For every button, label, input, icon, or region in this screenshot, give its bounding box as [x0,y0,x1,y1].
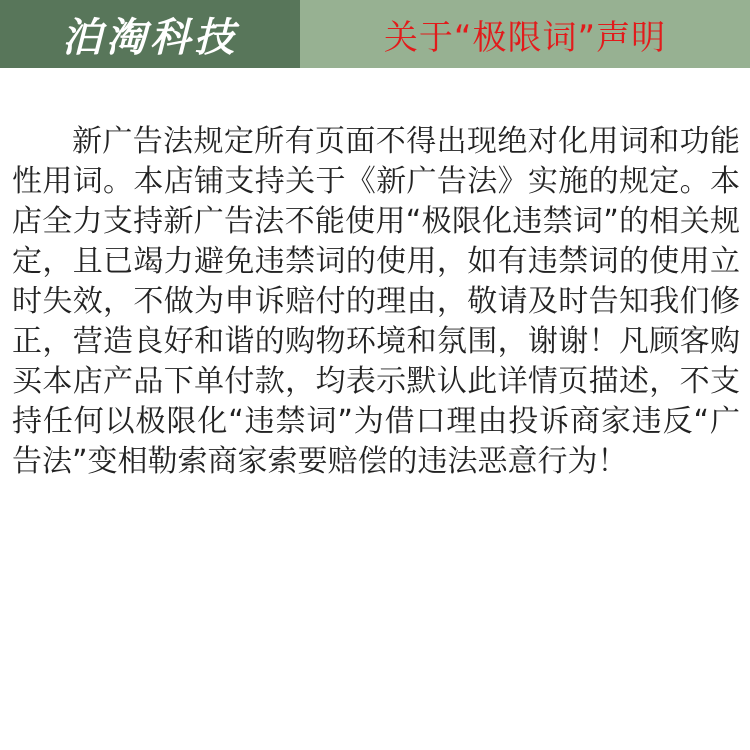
brand-name: 泊淘科技 [0,0,300,68]
statement-paragraph: 新广告法规定所有页面不得出现绝对化用词和功能性用词。本店铺支持关于《新广告法》实施的规定。本店全力支持新广告法不能使用“极限化违禁词”的相关规定，且已竭力避免违禁词的使用，如有违禁词的使用立时失效，不做为申诉赔付的理由，敬请及时告知我们修正，营造良好和谐的购物环境和氛围，谢谢！凡顾客购买本店产品下单付款，均表示默认此详情页描述，不支持任何以极限化“违禁词”为借口理由投诉商家违反“广告法”变相勒索商家索要赔偿的违法恶意行为！ [12,124,740,479]
header-banner [0,0,750,68]
notice-title: 关于“极限词”声明 [300,0,750,68]
